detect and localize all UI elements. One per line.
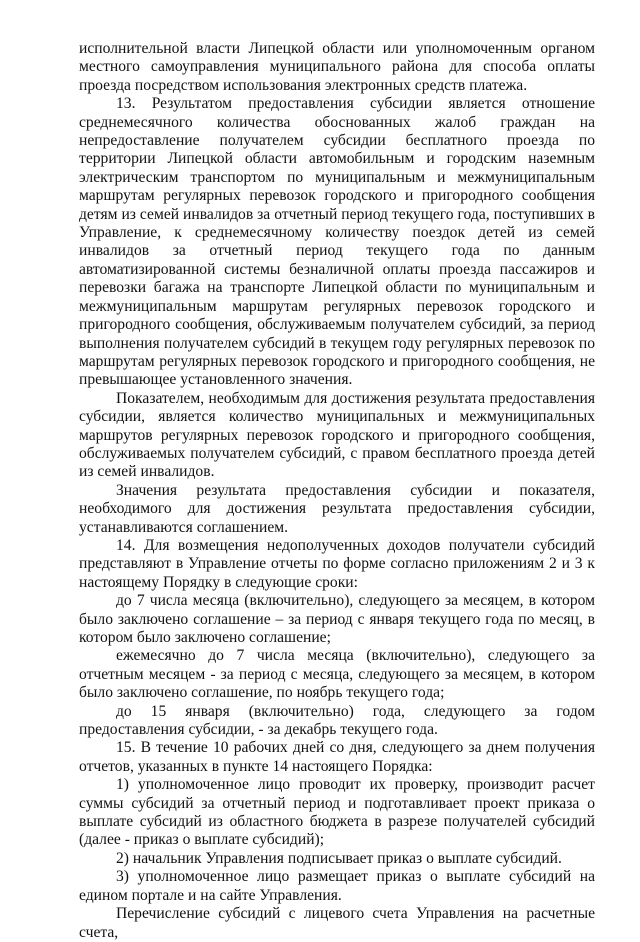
paragraph-subitem-1: 1) уполномоченное лицо проводит их проверку, производит расчет суммы субсидий за отчетный период и подготавливает проект приказа о выплате субсидий из областного бюджета в разрезе получателей субсидий (далее - приказ о выплате субсидий); — [79, 776, 595, 849]
paragraph-indicator: Показателем, необходимым для достижения результата предоставления субсидии, является количество муниципальных и межмуниципальных маршрутов регулярных перевозок городского и пригородного сообщения, обслуживаемых получателем субсидий, с правом бесплатного проезда детей из семей инвалидов. — [79, 389, 595, 481]
paragraph-subitem-3: 3) уполномоченное лицо размещает приказ о выплате субсидий на едином портале и на сайте Управления. — [79, 868, 595, 904]
paragraph-subitem-2: 2) начальник Управления подписывает приказ о выплате субсидий. — [116, 849, 562, 867]
paragraph-transfer: Перечисление субсидий с лицевого счета Управления на расчетные счета, — [79, 905, 595, 941]
paragraph-continuation: исполнительной власти Липецкой области или уполномоченным органом местного самоуправления муниципального района для способа оплаты проезда посредством использования электронных средств платежа. — [79, 40, 595, 94]
paragraph-item-15: 15. В течение 10 рабочих дней со дня, следующего за днем получения отчетов, указанных в пункте 14 настоящего Порядка: — [79, 739, 595, 775]
paragraph-item-13: 13. Результатом предоставления субсидии является отношение среднемесячного количества обоснованных жалоб граждан на непредоставление получателем субсидии бесплатного проезда по территории Липецкой области автомобильным и городским наземным электрическим транспортом по муниципальным и межмуниципальным маршрутам регулярных перевозок городского и пригородного сообщения детям из семей инвалидов за отчетный период текущего года, поступивших в Управление, к среднемесячному количеству поездок детей из семей инвалидов за отчетный период текущего года по данным автоматизированной системы безналичной оплаты проезда пассажиров и перевозки багажа на транспорте Липецкой области по муниципальным и межмуниципальным маршрутам регулярных перевозок городского и пригородного сообщения, обслуживаемым получателем субсидий, за период выполнения получателем субсидий в текущем году регулярных перевозок по маршрутам регулярных перевозок городского и пригородного сообщения, не превышающее установленного значения. — [79, 95, 595, 389]
paragraph-item-14: 14. Для возмещения недополученных доходов получатели субсидий представляют в Управление отчеты по форме согласно приложениям 2 и 3 к настоящему Порядку в следующие сроки: — [79, 536, 595, 591]
document-page — [79, 40, 595, 942]
paragraph-deadline-1: до 7 числа месяца (включительно), следующего за месяцем, в котором было заключено соглашение – за период с января текущего года по месяц, в котором было заключено соглашение; — [79, 592, 595, 646]
paragraph-deadline-2: ежемесячно до 7 числа месяца (включительно), следующего за отчетным месяцем - за период с месяца, следующего за месяцем, в котором было заключено соглашение, по ноябрь текущего года; — [79, 647, 595, 702]
paragraph-deadline-3: до 15 января (включительно) года, следующего за годом предоставления субсидии, - за декабрь текущего года. — [79, 702, 595, 739]
paragraph-values: Значения результата предоставления субсидии и показателя, необходимого для достижения результата предоставления субсидии, устанавливаются соглашением. — [79, 481, 595, 536]
